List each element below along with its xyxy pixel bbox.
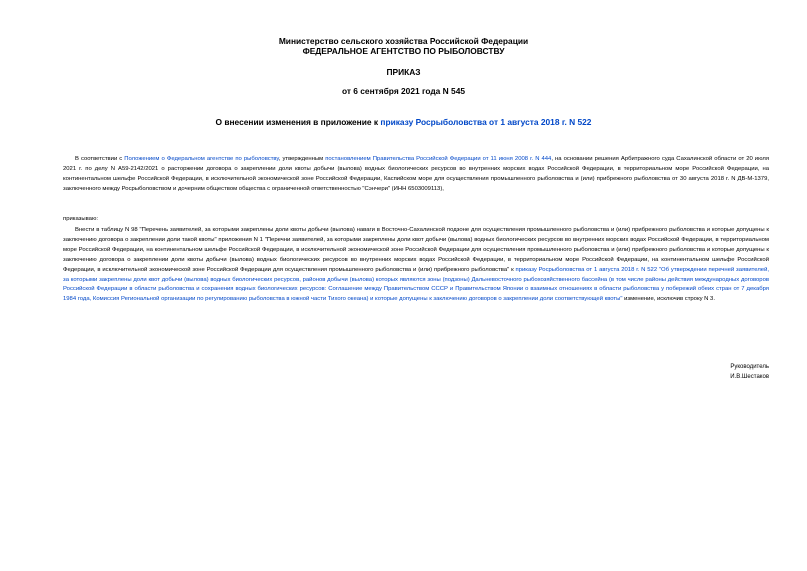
document-date-number: от 6 сентября 2021 года N 545 [341, 86, 466, 96]
government-decree-link[interactable]: постановлением Правительства Российской Федерации от 11 июня 2008 г. N 444 [325, 156, 552, 162]
preamble-text-3: , на основании решения Арбитражного суда Сахалинской области от 20 июля 2021 г. по делу N А59-2142/2021 о расторжении договора о закреплении доли квоты добычи (вылова) водных биологических ресурсов во внутренних морских водах Российской Федерации, в территориальном море Российской Федерации, на континентальном шельфе Российской Федерации, в исключительной экономической зоне Российской Федерации, Каспийском море для осуществления промышленного рыболовства и (или) прибрежного рыболовства от 30 августа 2018 г. N ДВ-М-1379, заключенного между Росрыболовством и дочерним обществом общества с ограниченной ответственностью "Сэнчери" (ИНН 6503009113), [63, 156, 770, 192]
regulation-link[interactable]: Положением о Федеральном агентстве по рыболовству [124, 156, 279, 162]
preamble-text-2: , утвержденным [278, 156, 326, 162]
order-paragraph [63, 226, 769, 305]
signatory-name: И.В.Шестаков [730, 374, 769, 380]
preamble-text-1: В соответствии с [75, 156, 125, 162]
order-word: приказываю: [63, 216, 99, 222]
agency-name: ФЕДЕРАЛЬНОЕ АГЕНТСТВО ПО РЫБОЛОВСТВУ [302, 46, 505, 56]
title-order-link[interactable]: приказу Росрыболовства от 1 августа 2018 г. N 522 [380, 117, 592, 127]
order-text-2: изменение, исключив строку N 3. [622, 296, 715, 303]
preamble-paragraph [63, 155, 769, 195]
title-prefix: О внесении изменения в приложение к [215, 117, 381, 127]
order-text-1: Внести в таблицу N 98 "Перечень заявителей, за которыми закреплены доли квоты добычи (вылова) наваги в Восточно-Сахалинской подзоне для осуществления промышленного рыболовства и (или) прибрежного рыболовства и которые допущены к заключению договора о закреплении доли такой квоты" приложения N 1 "Перечни заявителей, за которыми закреплены доли квот добычи (вылова) водных биологических ресурсов во внутренних морских водах Российской Федерации, в территориальном море Российской Федерации, на континентальном шельфе Российской Федерации, в исключительной экономической зоне Российской Федерации для осуществления промышленного рыболовства и (или) прибрежного рыболовства и которые допущены к заключению договора о закреплении доли квоты добычи (вылова) водных биологических ресурсов во внутренних морских водах Российской Федерации, в территориальном море Российской Федерации, на континентальном шельфе Российской Федерации, в исключительной экономической зоне Российской Федерации для осуществления промышленного рыболовства и (или) прибрежного рыболовства" к [63, 227, 769, 273]
order-522-link[interactable]: приказу Росрыболовства от 1 августа 2018 г. N 522 "Об утверждении перечней заявителей, за которыми закреплены доли квот добычи (вылова) водных биологических ресурсов, районов добычи (вылова) которых являются зоны (подзоны) Дальневосточного рыбохозяйственного бассейна (в том числе районы действия международных договоров Российской Федерации в области рыболовства и сохранения водных биологических ресурсов: Соглашение между Правительством СССР и Правительством Японии о взаимных отношениях в области рыболовства у побережий обеих стран от 7 декабря 1984 года, Комиссия Региональной организации по регулированию рыболовства в южной части Тихого океана) и которые допущены к заключению договоров о закреплении доли соответствующей квоты" [63, 266, 769, 303]
document-type: ПРИКАЗ [386, 67, 421, 77]
signatory-role: Руководитель [730, 364, 769, 370]
document-title [0, 117, 807, 127]
ministry-name: Министерство сельского хозяйства Российской Федерации [278, 36, 529, 46]
